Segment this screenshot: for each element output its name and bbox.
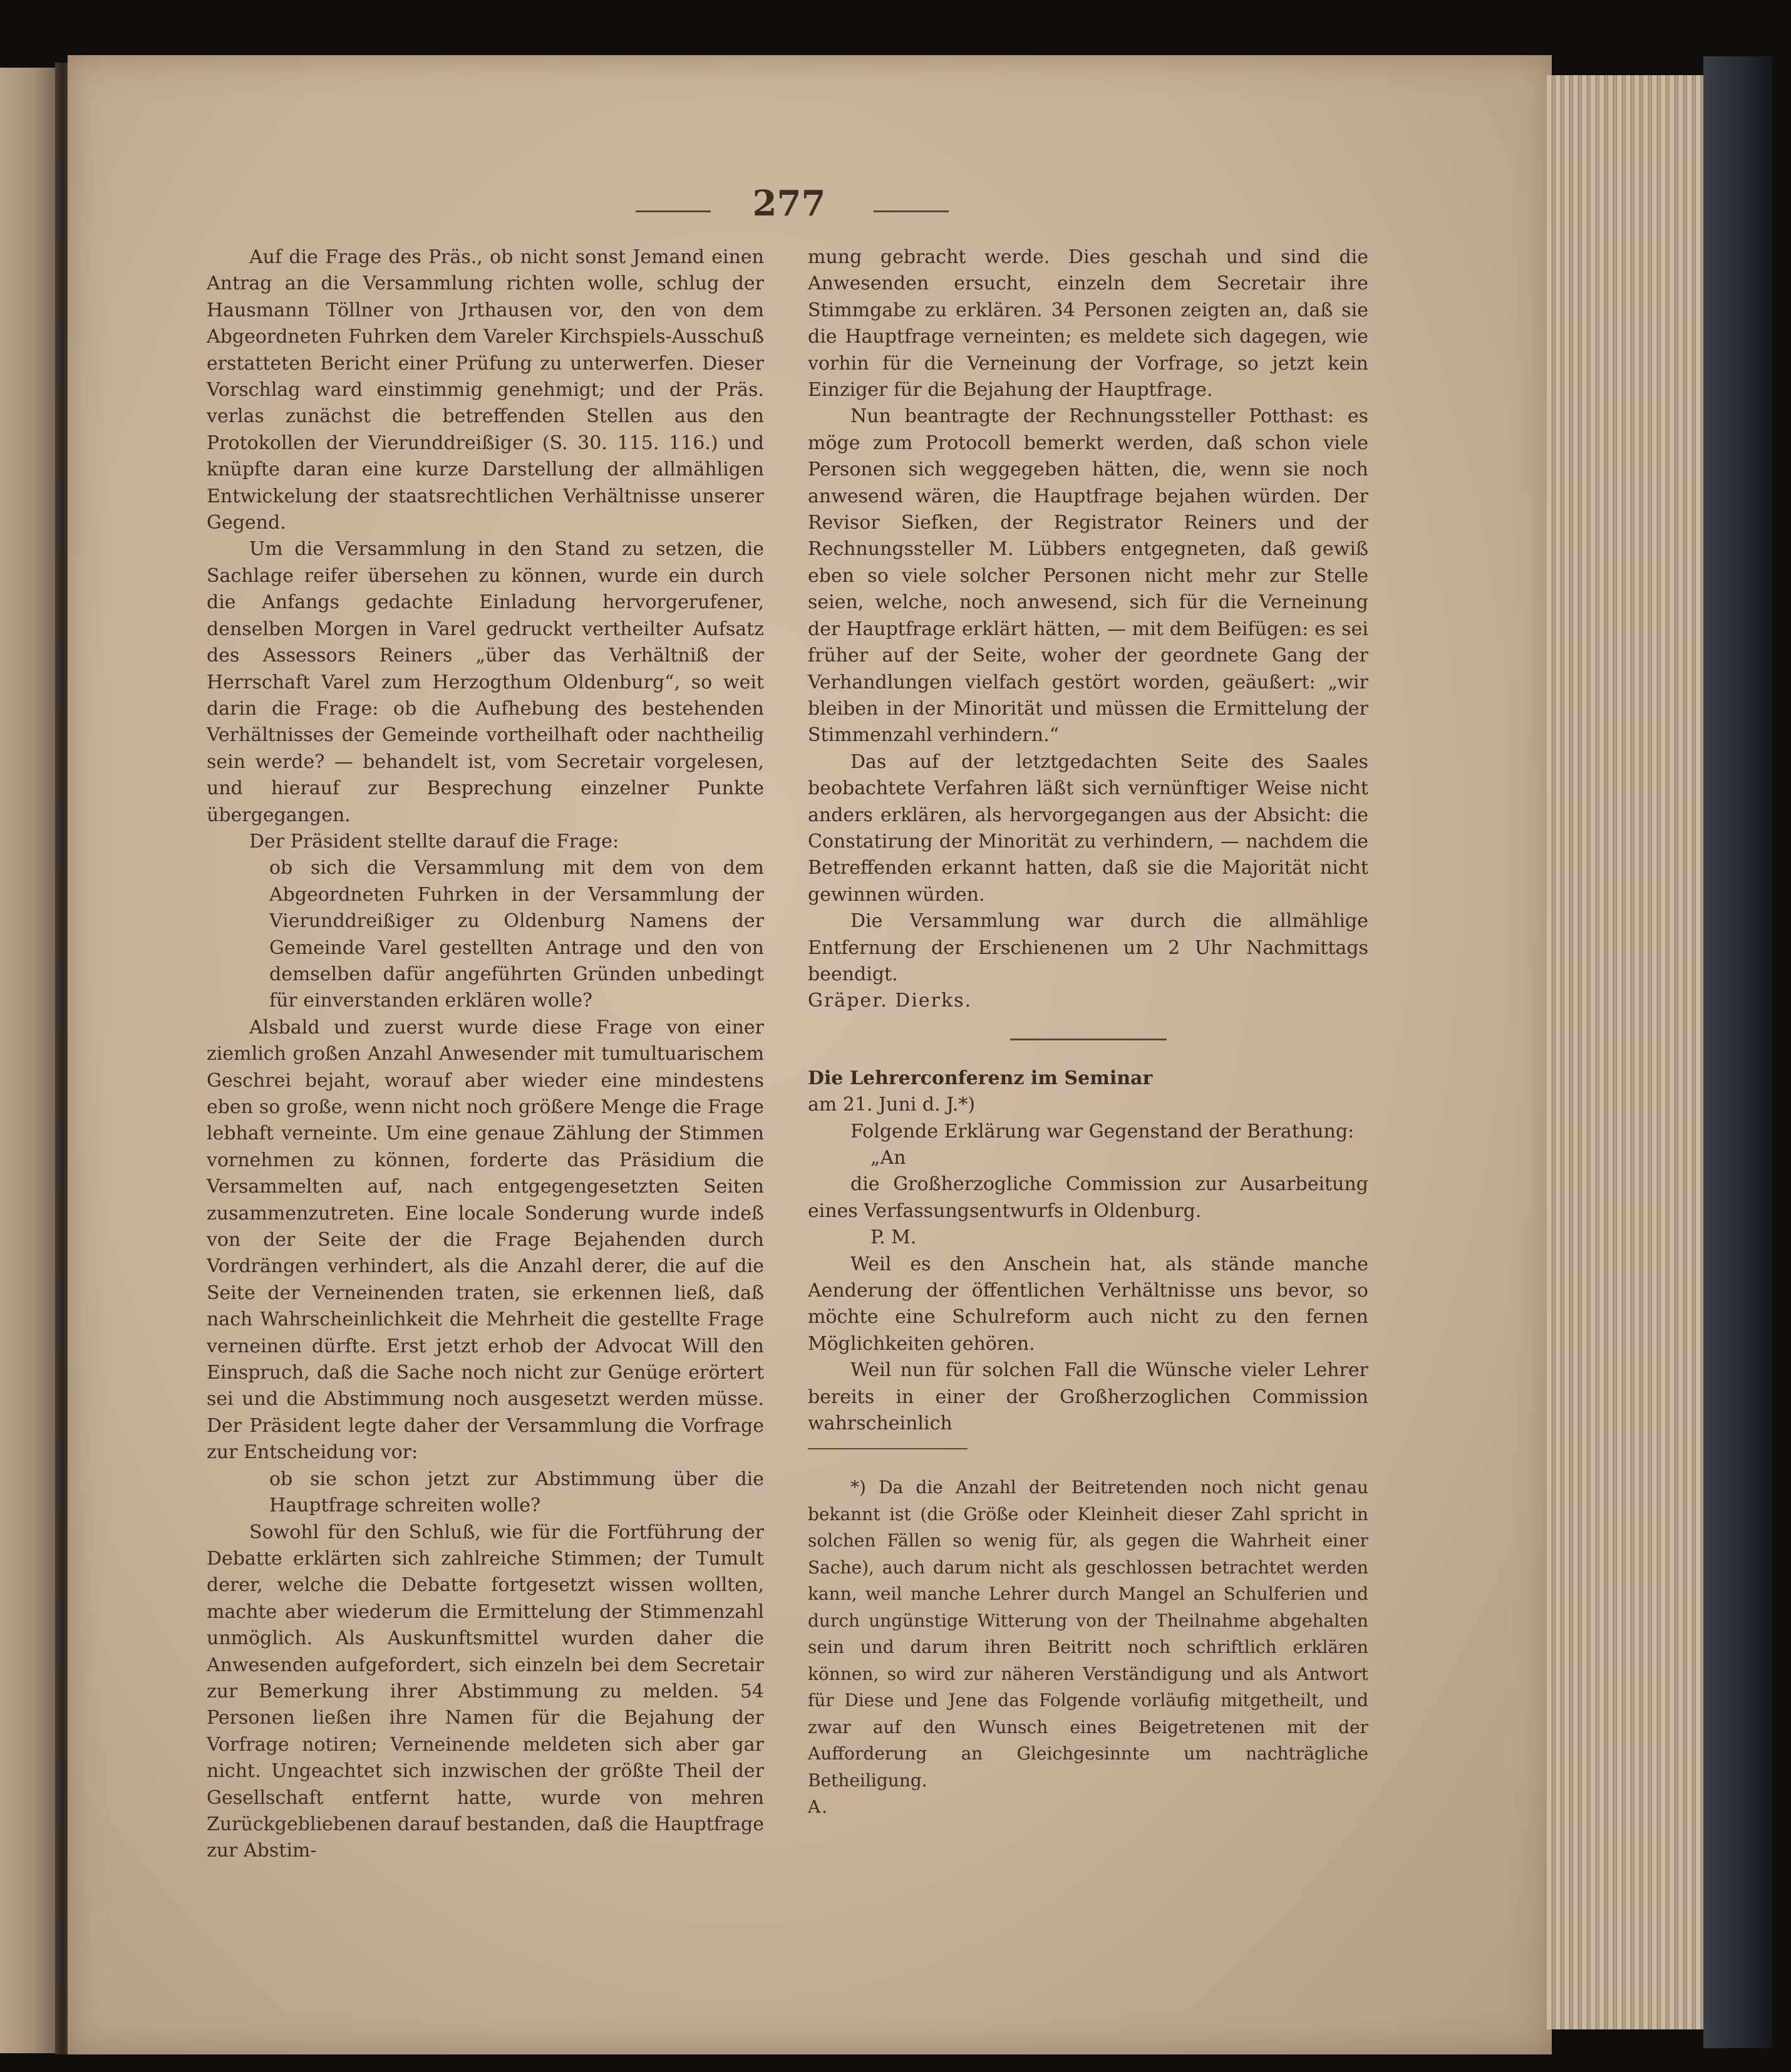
book-cover	[1703, 56, 1772, 2048]
section-subtitle: am 21. Juni d. J.*)	[808, 1094, 976, 1116]
right-column-body	[808, 244, 1368, 1015]
left-column-paragraph: ob sie schon jetzt zur Abstimmung über die Hauptfrage schreiten wolle?	[269, 1468, 764, 1517]
left-column-paragraph: Um die Versammlung in den Stand zu setzen, die Sachlage reifer übersehen zu können, wurde ein durch die Anfangs gedachte Einladung hervorgerufener, denselben Morgen in Varel gedruckt vertheilter Aufsatz des Assessors Reiners „über das Verhältniß der Herrschaft Varel zum Herzogthum Oldenburg“, so weit darin die Frage: ob die Aufhebung des bestehenden Verhältnisses der Gemeinde vortheilhaft oder nachtheilig sein werde? — behandelt ist, vom Secretair vorgelesen, und hierauf zur Besprechung einzelner Punkte übergegangen.	[207, 538, 764, 826]
section-paragraph: P. M.	[870, 1226, 917, 1249]
section-separator	[1010, 1039, 1167, 1040]
page-number-rule-right	[874, 210, 949, 212]
right-column-paragraph: Das auf der letztgedachten Seite des Saales beobachtete Verfahren läßt sich vernünftiger Weise nicht anders erklären, als hervorgegangen aus der Absicht: die Constatirung der Minorität zu verhindern, — nachdem die Betreffenden erkannt hatten, daß sie die Majorität nicht gewinnen würden.	[808, 750, 1368, 906]
section-paragraph: Folgende Erklärung war Gegenstand der Berathung:	[850, 1120, 1355, 1142]
right-column-paragraph: mung gebracht werde. Dies geschah und sind die Anwesenden ersucht, einzeln dem Secretair ihre Stimmgabe zu erklären. 34 Personen zeigten an, daß sie die Hauptfrage verneinten; es meldete sich dagegen, wie vorhin für die Verneinung der Vorfrage, so jetzt kein Einziger für die Bejahung der Hauptfrage.	[808, 246, 1368, 401]
section-paragraph: „An	[870, 1147, 906, 1169]
left-column-paragraph: Der Präsident stellte darauf die Frage:	[249, 830, 619, 852]
left-column-paragraph: Auf die Frage des Präs., ob nicht sonst Jemand einen Antrag an die Versammlung richten wolle, schlug der Hausmann Töllner von Jrthausen vor, den von dem Abgeordneten Fuhrken dem Vareler Kirchspiels-Ausschuß erstatteten Bericht einer Prüfung zu unterwerfen. Dieser Vorschlag ward einstimmig genehmigt; und der Präs. verlas zunächst die betreffenden Stellen aus den Protokollen der Vierunddreißiger (S. 30. 115. 116.) und knüpfte daran eine kurze Darstellung der allmähligen Entwickelung der staatsrechtlichen Verhältnisse unserer Gegend.	[207, 246, 764, 534]
section-paragraph: die Großherzogliche Commission zur Ausarbeitung eines Verfassungsentwurfs in Oldenburg.	[808, 1173, 1368, 1222]
left-page-edge	[0, 68, 63, 2053]
left-column-paragraph: ob sich die Versammlung mit dem von dem Abgeordneten Fuhrken in der Versammlung der Vierunddreißiger zu Oldenburg Namens der Gemeinde Varel gestellten Antrage und den von demselben dafür angeführten Gründen unbedingt für einverstanden erklären wolle?	[269, 857, 764, 1012]
left-column-paragraph: Alsbald und zuerst wurde diese Frage von einer ziemlich großen Anzahl Anwesender mit tumultuarischem Geschrei bejaht, worauf aber wieder eine mindestens eben so große, wenn nicht noch größere Menge die Frage lebhaft verneinte. Um eine genaue Zählung der Stimmen vornehmen zu können, forderte das Präsidium die Versammelten auf, nach entgegengesetzten Seiten zusammenzutreten. Eine locale Sonderung wurde indeß von der Seite der die Frage Bejahenden durch Vordrängen verhindert, als die Anzahl derer, die auf die Seite der Verneinenden traten, sie erkennen ließ, daß nach Wahrscheinlichkeit die Mehrheit die gestellte Frage verneinen dürfte. Erst jetzt erhob der Advocat Will den Einspruch, daß die Sache noch nicht zur Genüge erörtert sei und die Abstimmung noch ausgesetzt werden müsse. Der Präsident legte daher der Versammlung die Vorfrage zur Entscheidung vor:	[207, 1016, 764, 1464]
right-column-paragraph: Die Versammlung war durch die allmählige Entfernung der Erschienenen um 2 Uhr Nachmittags beendigt.	[808, 910, 1368, 985]
section-paragraph: Weil es den Anschein hat, als stände manche Aenderung der öffentlichen Verhältnisse uns bevor, so möchte eine Schulreform auch nicht zu den fernen Möglichkeiten gehören.	[808, 1253, 1368, 1355]
page-block-edges	[1547, 75, 1710, 2029]
footnote-rule	[808, 1448, 968, 1449]
footnote-text: *) Da die Anzahl der Beitretenden noch nicht genau bekannt ist (die Größe oder Kleinheit dieser Zahl spricht in solchen Fällen so wenig für, als gegen die Wahrheit einer Sache), auch darum nicht als geschlossen betrachtet werden kann, weil manche Lehrer durch Mangel an Schulferien und durch ungünstige Witterung von der Theilnahme abgehalten sein und darum ihren Beitritt noch schriftlich erklären können, so wird zur näheren Verständigung und als Antwort für Diese und Jene das Folgende vorläufig mitgetheilt, und zwar auf den Wunsch eines Beigetretenen mit der Aufforderung an Gleichgesinnte um nachträgliche Betheiligung.	[808, 1477, 1368, 1791]
page-number: 277	[752, 183, 826, 224]
right-column-paragraph: Nun beantragte der Rechnungssteller Potthast: es möge zum Protocoll bemerkt werden, daß schon viele Personen sich weggegeben hätten, die, wenn sie noch anwesend wären, die Hauptfrage bejahen würden. Der Revisor Siefken, der Registrator Reiners und der Rechnungssteller M. Lübbers entgegneten, daß gewiß eben so viele solcher Personen nicht mehr zur Stelle seien, welche, noch anwesend, sich für die Verneinung der Hauptfrage erklärt hätten, — mit dem Beifügen: es sei früher auf der Seite, woher der geordnete Gang der Verhandlungen vielfach gestört worden, geäußert: „wir bleiben in der Minorität und müssen die Ermittelung der Stimmenzahl verhindern.“	[808, 405, 1368, 747]
section-paragraph: Weil nun für solchen Fall die Wünsche vieler Lehrer bereits in einer der Großherzoglichen Commission wahrscheinlich	[808, 1359, 1368, 1435]
section-body	[808, 1119, 1368, 1437]
left-column	[207, 244, 764, 1865]
page-number-rule-left	[636, 210, 711, 212]
section-title: Die Lehrerconferenz im Seminar	[808, 1067, 1153, 1089]
left-column-paragraph: Sowohl für den Schluß, wie für die Fortführung der Debatte erklärten sich zahlreiche Stimmen; der Tumult derer, welche die Debatte fortgesetzt wissen wollten, machte aber wiederum die Ermittelung der Stimmenzahl unmöglich. Als Auskunftsmittel wurden daher die Anwesenden aufgefordert, sich einzeln bei dem Secretair zur Bemerkung ihrer Abstimmung zu melden. 54 Personen ließen ihre Namen für die Bejahung der Vorfrage notiren; Verneinende meldeten sich aber gar nicht. Ungeachtet sich inzwischen der größte Theil der Gesellschaft entfernt hatte, wurde von mehren Zurückgebliebenen darauf bestanden, daß die Hauptfrage zur Abstim-	[207, 1521, 764, 1862]
right-column-paragraph: Gräper. Dierks.	[808, 990, 973, 1012]
right-column	[808, 244, 1368, 1821]
footnote-signature: A.	[808, 1796, 829, 1818]
